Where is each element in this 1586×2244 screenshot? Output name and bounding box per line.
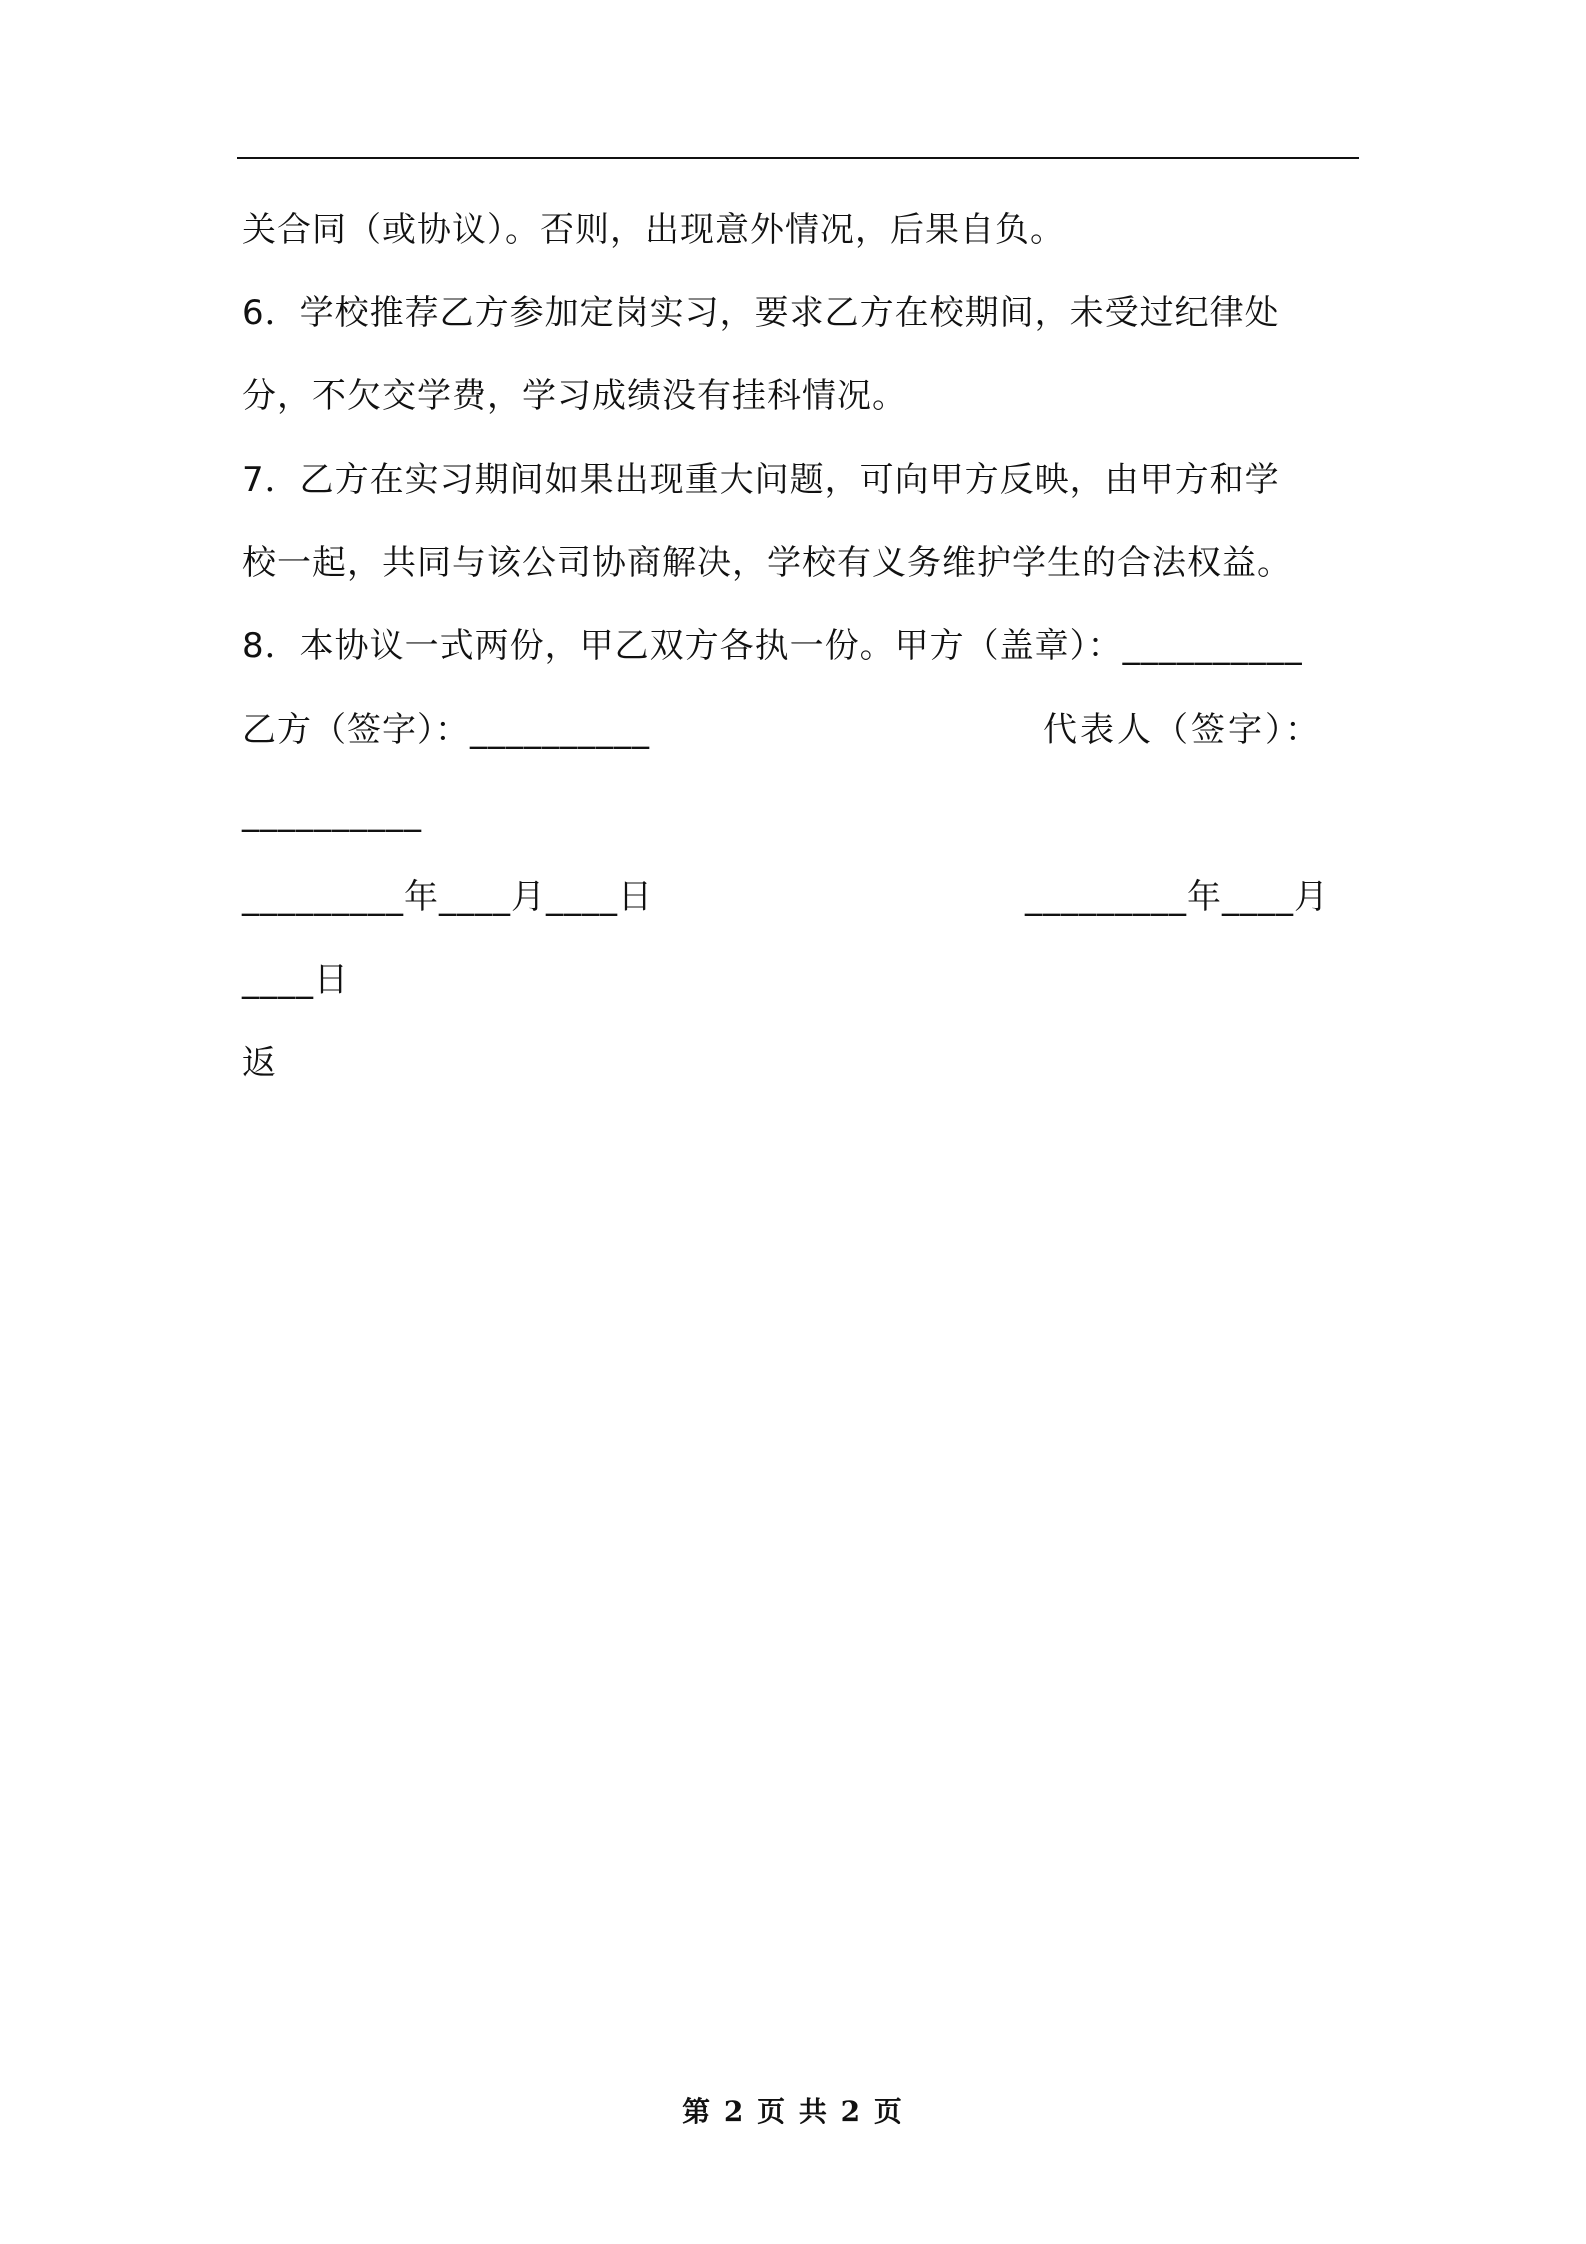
clause-6-line-1: 6．学校推荐乙方参加定岗实习，要求乙方在校期间，未受过纪律处 [242, 293, 1280, 333]
page-footer: 第 2 页 共 2 页 [682, 2095, 904, 2128]
party-b-date: _________年____月____日 [242, 877, 653, 917]
clause-7-line-2: 校一起，共同与该公司协商解决，学校有义务维护学生的合法权益。 [242, 543, 1292, 583]
clause-6-line-2: 分，不欠交学费，学习成绩没有挂科情况。 [242, 376, 907, 416]
text-line-1: 关合同（或协议）。否则，出现意外情况，后果自负。 [242, 210, 1065, 250]
party-a-date-day: ____日 [242, 960, 349, 1000]
clause-8-line: 8．本协议一式两份，甲乙双方各执一份。甲方（盖章）：__________ [242, 626, 1303, 666]
return-text: 返 [242, 1043, 277, 1083]
clause-7-line-1: 7．乙方在实习期间如果出现重大问题，可向甲方反映，由甲方和学 [242, 460, 1280, 500]
party-a-date: _________年____月 [1025, 877, 1329, 917]
representative-signature-label: 代表人（签字）： [1043, 710, 1322, 750]
representative-signature-blank: __________ [242, 793, 422, 833]
party-b-signature: 乙方（签字）：__________ [242, 710, 650, 750]
header-rule [237, 157, 1359, 159]
